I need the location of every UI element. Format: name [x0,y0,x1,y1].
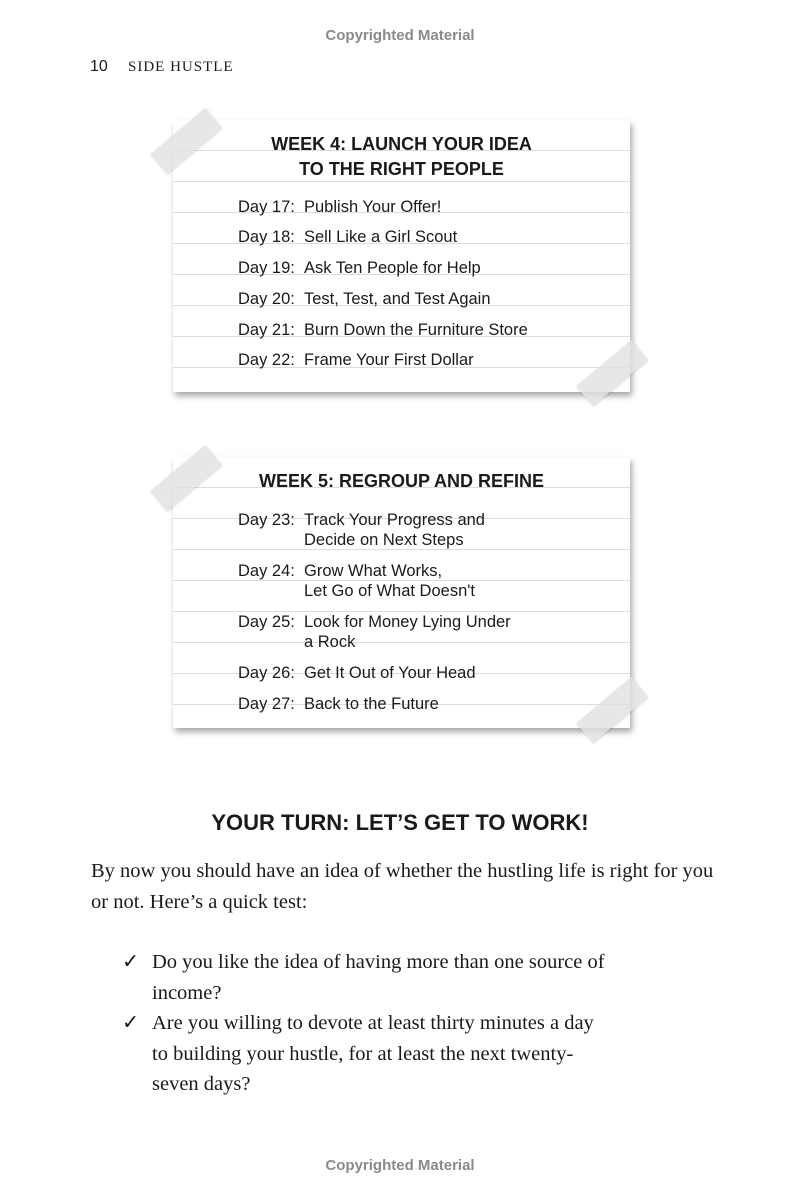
day-task: Burn Down the Furniture Store [304,321,528,339]
day-label: Day 25: [238,613,295,631]
day-task-line: Decide on Next Steps [304,531,464,549]
checkmark-icon: ✓ [122,1012,140,1034]
section-heading: YOUR TURN: LET’S GET TO WORK! [211,810,589,835]
card-title-line: WEEK 5: REGROUP AND REFINE [258,471,545,491]
week-4-card [173,120,630,392]
day-task: Test, Test, and Test Again [304,290,491,308]
day-task: Publish Your Offer! [304,198,442,216]
day-label: Day 26: [238,664,295,682]
day-label: Day 22: [238,351,295,369]
body-paragraph: By now you should have an idea of whether the hustling life is right for you or not. Here’s a quick test: [91,860,714,913]
day-label: Day 19: [238,259,295,277]
day-task-line: Look for Money Lying Under [304,613,511,631]
day-label: Day 18: [238,228,295,246]
day-task [304,612,511,652]
day-label: Day 24: [238,562,295,580]
card-title-line: WEEK 4: LAUNCH YOUR IDEA [271,134,532,154]
day-task: Sell Like a Girl Scout [304,228,458,246]
copyright-notice-bottom: Copyrighted Material [325,1157,475,1174]
checklist-text: Do you like the idea of having more than one source of income? [152,951,605,1004]
day-task: Frame Your First Dollar [304,351,474,369]
day-task: Get It Out of Your Head [304,664,476,682]
day-task-line: Grow What Works, [304,562,443,580]
day-label: Day 17: [238,198,295,216]
page-number: 10 [90,58,108,75]
week-5-card [173,457,630,728]
running-head: SIDE HUSTLE [128,59,234,75]
copyright-notice-top: Copyrighted Material [325,27,475,44]
day-task-line: a Rock [304,633,356,651]
card-title-line: TO THE RIGHT PEOPLE [299,159,504,179]
day-label: Day 20: [238,290,295,308]
day-label: Day 27: [238,695,295,713]
day-label: Day 21: [238,321,295,339]
checkmark-icon: ✓ [122,951,140,973]
checklist-text: Are you willing to devote at least thirty minutes a day to building your hustle, for at least the next twenty-seven days? [152,1012,594,1095]
day-task-line: Track Your Progress and [304,511,485,529]
card-title [173,132,630,182]
day-task [304,510,485,550]
day-label: Day 23: [238,511,295,529]
day-task: Back to the Future [304,695,439,713]
day-task [304,561,475,601]
day-task: Ask Ten People for Help [304,259,481,277]
day-task-line: Let Go of What Doesn't [304,582,475,600]
card-title [173,469,630,494]
